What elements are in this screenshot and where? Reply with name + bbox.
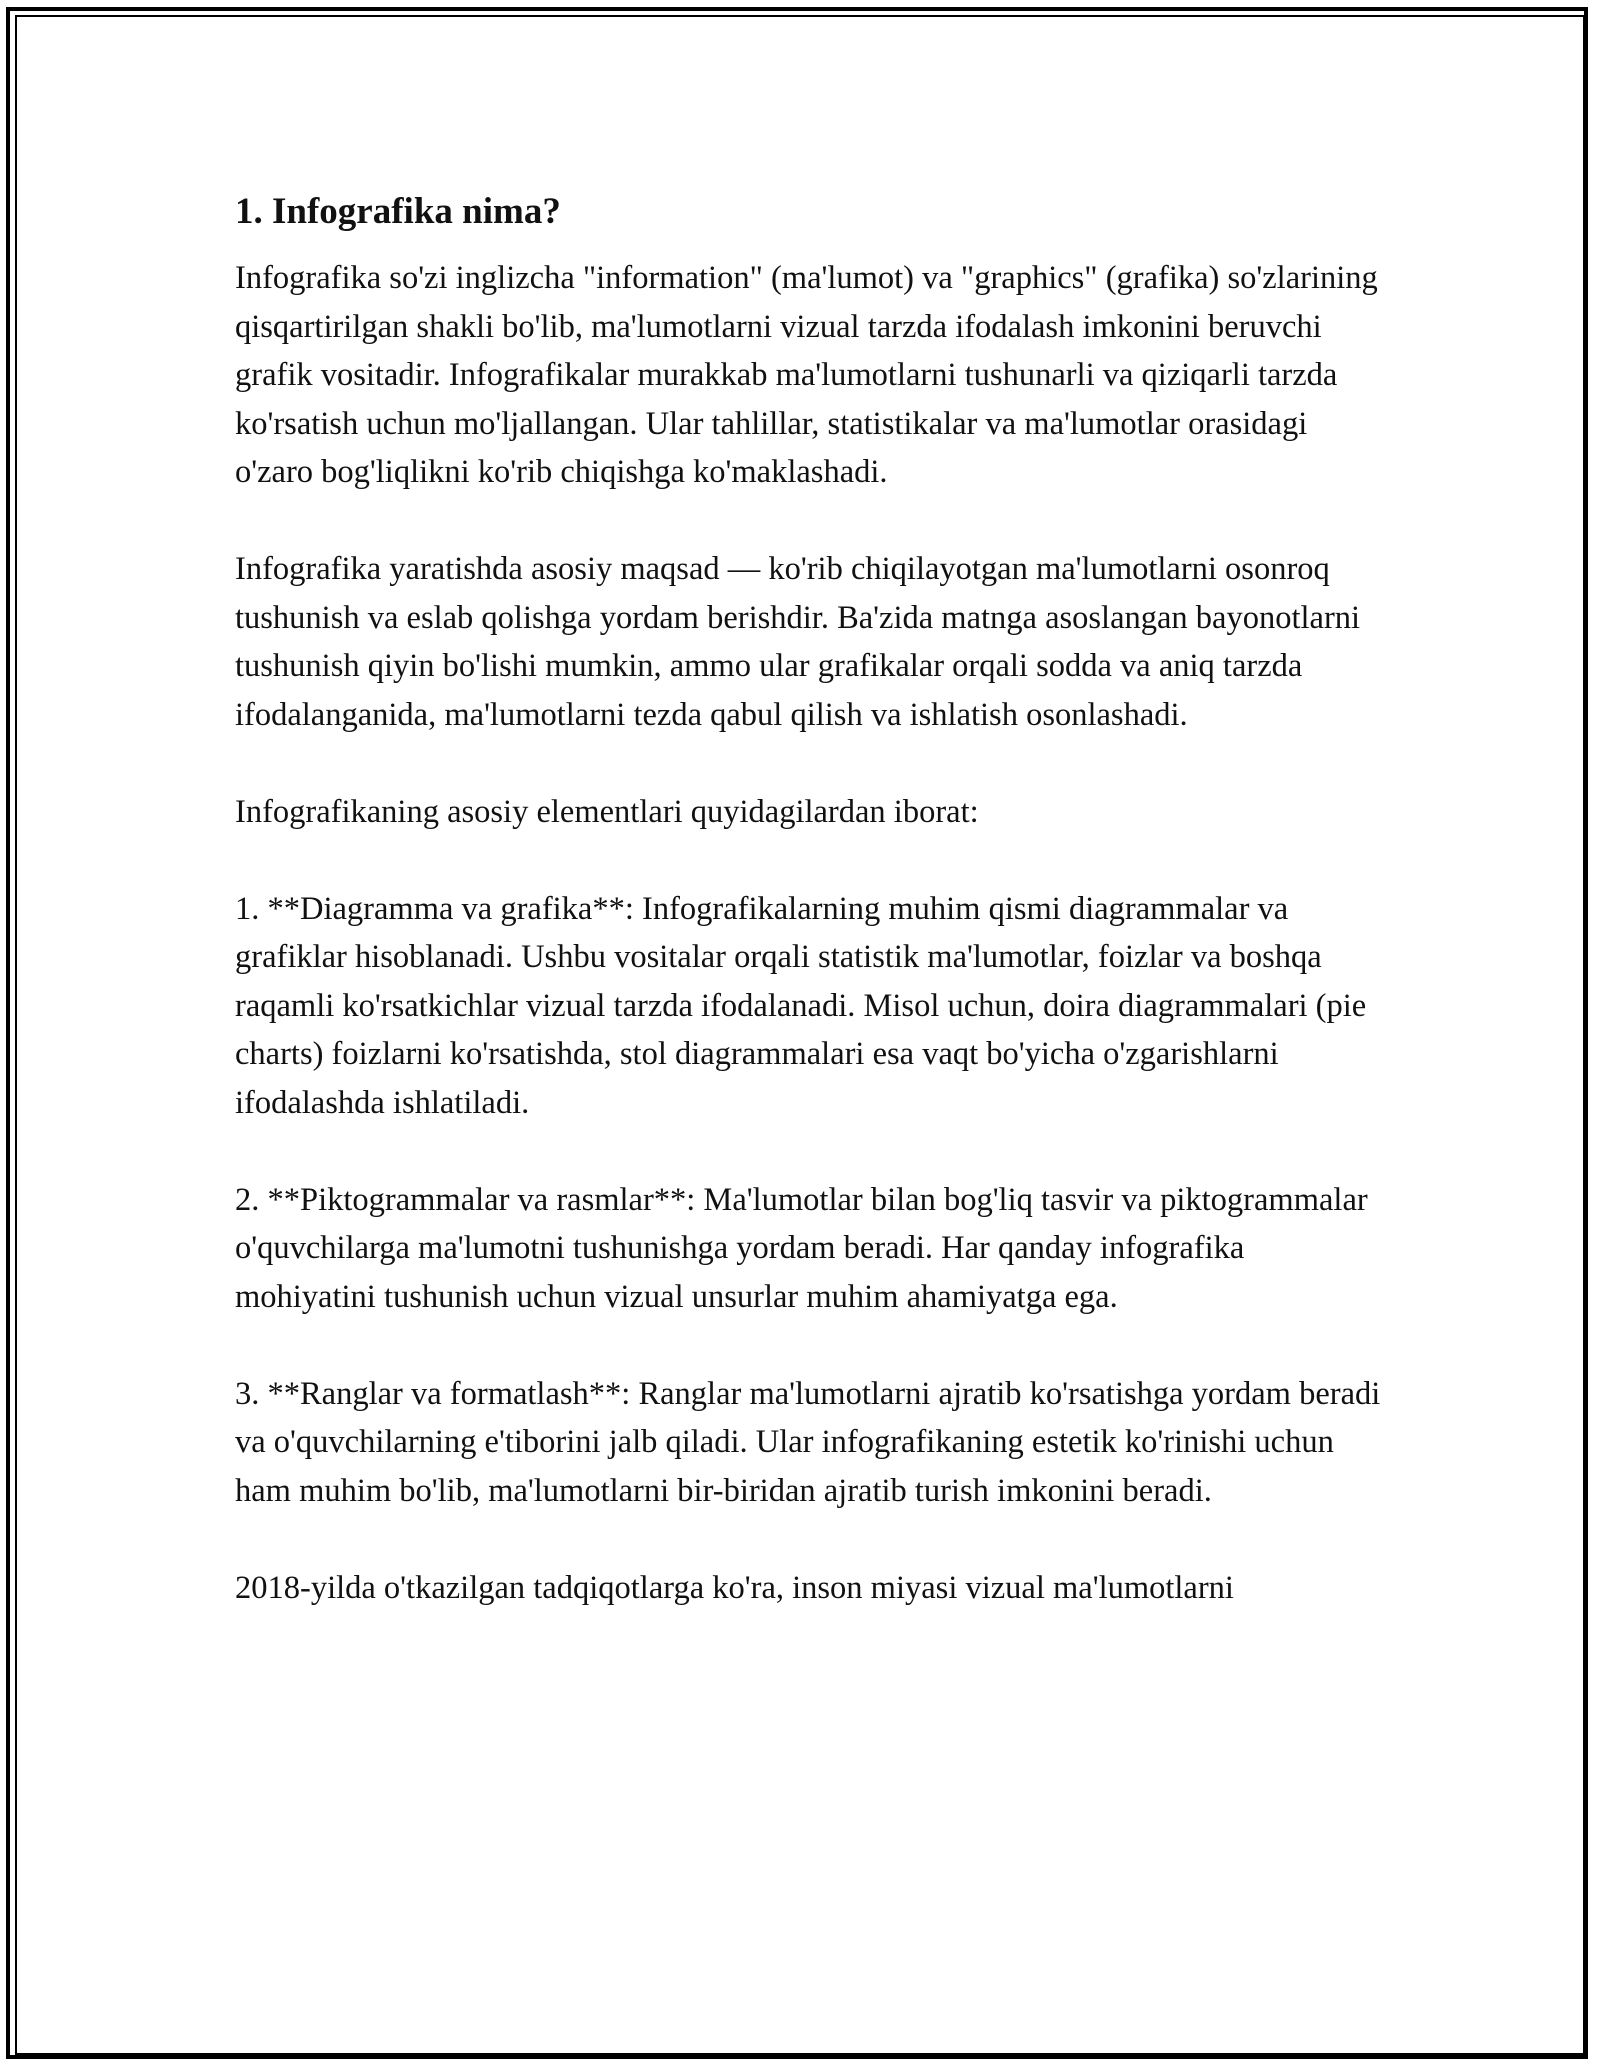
list-item-pictograms: 2. **Piktogrammalar va rasmlar**: Ma'lumotlar bilan bog'liq tasvir va piktogrammalar o'quvchilarga ma'lumotni tushunishga yordam beradi. Har qanday infografika mohiyatini tushunish uchun vizual unsurlar muhim ahamiyatga ega. [235,1181,1368,1315]
document-body [235,184,1385,1661]
paragraph-elements-intro: Infografikaning asosiy elementlari quyidagilardan iborat: [235,793,979,830]
paragraph-research: 2018-yilda o'tkazilgan tadqiqotlarga ko'ra, inson miyasi vizual ma'lumotlarni [235,1569,1234,1606]
paragraph-purpose: Infografika yaratishda asosiy maqsad — ko'rib chiqilayotgan ma'lumotlarni osonroq tushunish va eslab qolishga yordam berishdir. Ba'zida matnga asoslangan bayonotlarni tushunish qiyin bo'lishi mumkin, ammo ular grafikalar orqali sodda va aniq tarzda ifodalanganida, ma'lumotlarni tezda qabul qilish va ishlatish osonlashadi. [235,551,1361,733]
section-heading: 1. Infografika nima? [235,191,561,232]
list-item-colors: 3. **Ranglar va formatlash**: Ranglar ma'lumotlarni ajratib ko'rsatishga yordam beradi va o'quvchilarning e'tiborini jalb qiladi. Ular infografikaning estetik ko'rinishi uchun ham muhim bo'lib, ma'lumotlarni bir-biridan ajratib turish imkonini beradi. [235,1375,1381,1509]
paragraph-intro: Infografika so'zi inglizcha "information" (ma'lumot) va "graphics" (grafika) so'zlarining qisqartirilgan shakli bo'lib, ma'lumotlarni vizual tarzda ifodalash imkonini beruvchi grafik vositadir. Infografikalar murakkab ma'lumotlarni tushunarli va qiziqarli tarzda ko'rsatish uchun mo'ljallangan. Ular tahlillar, statistikalar va ma'lumotlar orasidagi o'zaro bog'liqlikni ko'rib chiqishga ko'maklashadi. [235,260,1378,490]
list-item-diagrams: 1. **Diagramma va grafika**: Infografikalarning muhim qismi diagrammalar va grafiklar hisoblanadi. Ushbu vositalar orqali statistik ma'lumotlar, foizlar va boshqa raqamli ko'rsatkichlar vizual tarzda ifodalanadi. Misol uchun, doira diagrammalari (pie charts) foizlarni ko'rsatishda, stol diagrammalari esa vaqt bo'yicha o'zgarishlarni ifodalashda ishlatiladi. [235,890,1367,1121]
